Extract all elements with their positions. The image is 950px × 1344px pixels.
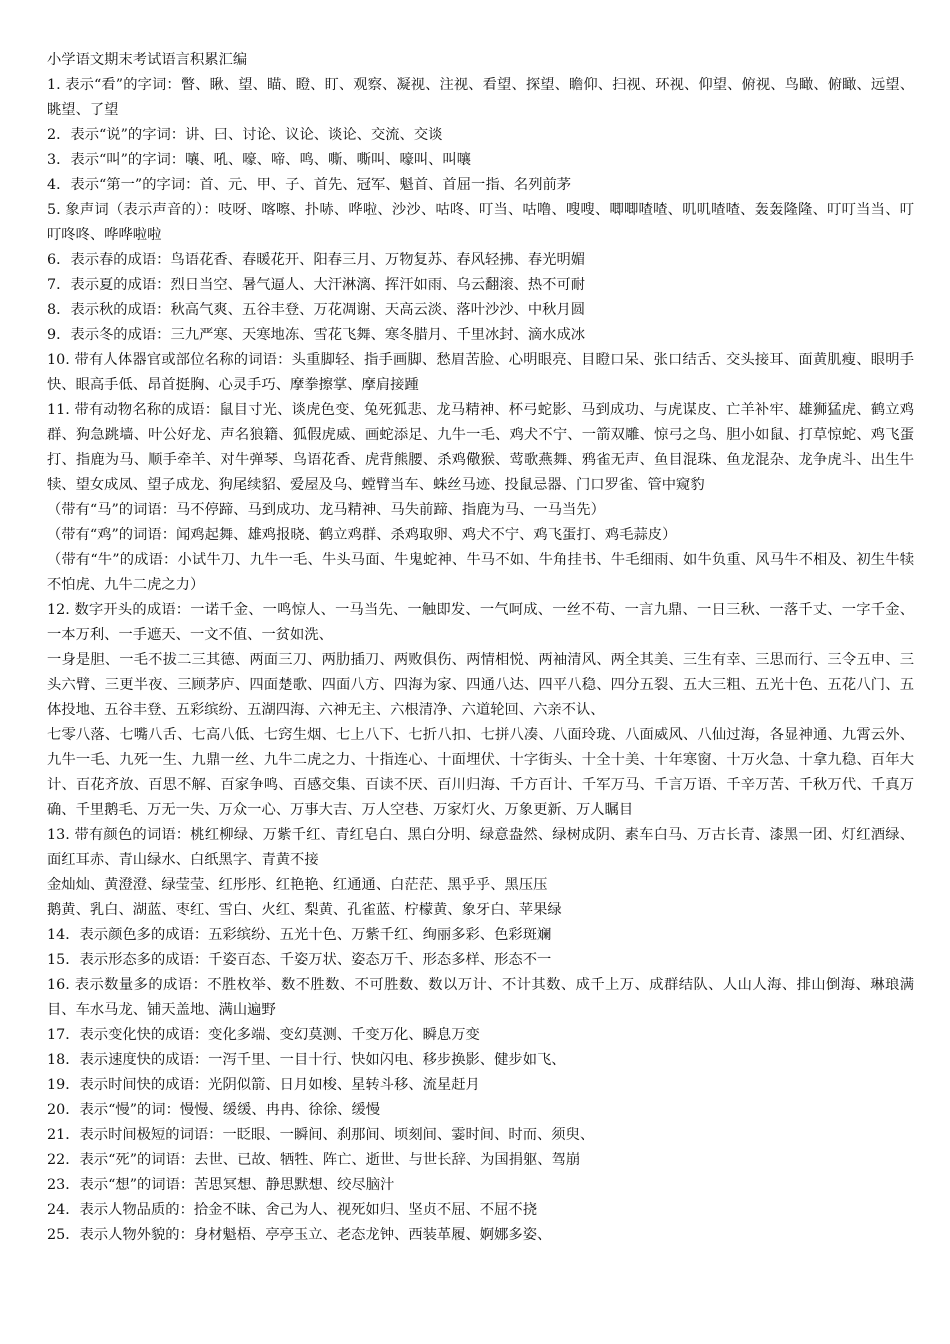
paragraph-7: 7．表示夏的成语：烈日当空、暑气逼人、大汗淋漓、挥汗如雨、乌云翻滚、热不可耐 [47, 277, 586, 293]
paragraph-3: 3．表示“叫”的字词：嚷、吼、嚎、啼、鸣、嘶、嘶叫、嚎叫、叫嚷 [47, 152, 472, 168]
paragraph-15: 15．表示形态多的成语：千姿百态、千姿万状、姿态万千、形态多样、形态不一 [47, 952, 552, 968]
paragraph-4: 4．表示“第一”的字词：首、元、甲、子、首先、冠军、魁首、首屈一指、名列前茅 [47, 177, 572, 193]
paragraph-24: 24．表示人物品质的：拾金不昧、舍己为人、视死如归、坚贞不屈、不屈不挠 [47, 1202, 537, 1218]
paragraph-2: 2．表示“说”的字词：讲、曰、讨论、议论、谈论、交流、交谈 [47, 127, 443, 143]
paragraph-11-horse: （带有“马”的词语：马不停蹄、马到成功、龙马精神、马失前蹄、指鹿为马、一马当先） [47, 502, 605, 518]
paragraph-9: 9．表示冬的成语：三九严寒、天寒地冻、雪花飞舞、寒冬腊月、千里冰封、滴水成冰 [47, 327, 586, 343]
paragraph-19: 19．表示时间快的成语：光阴似箭、日月如梭、星转斗移、流星赶月 [47, 1077, 480, 1093]
paragraph-14: 14．表示颜色多的成语：五彩缤纷、五光十色、万紫千红、绚丽多彩、色彩斑斓 [47, 927, 552, 943]
paragraph-13: 13. 带有颜色的词语：桃红柳绿、万紫千红、青红皂白、黑白分明、绿意盎然、绿树成阴、素车白马、万古长青、漆黑一团、灯红酒绿、面红耳赤、青山绿水、白纸黑字、青黄不接 [47, 827, 914, 868]
paragraph-20: 20．表示“慢”的词：慢慢、缓缓、冉冉、徐徐、缓慢 [47, 1102, 381, 1118]
paragraph-21: 21．表示时间极短的词语：一眨眼、一瞬间、刹那间、顷刻间、霎时间、时而、须臾、 [47, 1127, 595, 1143]
paragraph-12-cont-1: 一身是胆、一毛不拔二三其德、两面三刀、两肋插刀、两败俱伤、两情相悦、两袖清风、两全其美、三生有幸、三思而行、三令五申、三头六臂、三更半夜、三顾茅庐、四面楚歌、四面八方、四海为家、四通八达、四平八稳、四分五裂、五大三粗、五光十色、五花八门、五体投地、五谷丰登、五彩缤纷、五湖四海、六神无主、六根清净、六道轮回、六亲不认、 [47, 652, 914, 718]
paragraph-16: 16. 表示数量多的成语：不胜枚举、数不胜数、不可胜数、数以万计、不计其数、成千上万、成群结队、人山人海、排山倒海、琳琅满目、车水马龙、铺天盖地、满山遍野 [47, 977, 914, 1018]
paragraph-6: 6．表示春的成语：鸟语花香、春暖花开、阳春三月、万物复苏、春风轻拂、春光明媚 [47, 252, 586, 268]
paragraph-11-chicken: （带有“鸡”的词语：闻鸡起舞、雄鸡报晓、鹤立鸡群、杀鸡取卵、鸡犬不宁、鸡飞蛋打、鸡毛蒜皮） [47, 527, 677, 543]
paragraph-17: 17．表示变化快的成语：变化多端、变幻莫测、千变万化、瞬息万变 [47, 1027, 480, 1043]
paragraph-18: 18．表示速度快的成语：一泻千里、一目十行、快如闪电、移步换影、健步如飞、 [47, 1052, 566, 1068]
paragraph-11: 11. 带有动物名称的成语：鼠目寸光、谈虎色变、兔死狐悲、龙马精神、杯弓蛇影、马到成功、与虎谋皮、亡羊补牢、雄狮猛虎、鹤立鸡群、狗急跳墙、叶公好龙、声名狼籍、狐假虎威、画蛇添足、九牛一毛、鸡犬不宁、一箭双雕、惊弓之鸟、胆小如鼠、打草惊蛇、鸡飞蛋打、指鹿为马、顺手牵羊、对牛弹琴、鸟语花香、虎背熊腰、杀鸡儆猴、莺歌燕舞、鸦雀无声、鱼目混珠、鱼龙混杂、龙争虎斗、出生牛犊、望女成凤、望子成龙、狗尾续貂、爱屋及乌、螳臂当车、蛛丝马迹、投鼠忌器、门口罗雀、管中窥豹 [47, 402, 914, 493]
paragraph-8: 8．表示秋的成语：秋高气爽、五谷丰登、万花凋谢、天高云淡、落叶沙沙、中秋月圆 [47, 302, 586, 318]
paragraph-22: 22．表示“死”的词语：去世、已故、牺牲、阵亡、逝世、与世长辞、为国捐躯、驾崩 [47, 1152, 581, 1168]
paragraph-13-cont-1: 金灿灿、黄澄澄、绿莹莹、红彤彤、红艳艳、红通通、白茫茫、黑乎乎、黑压压 [47, 877, 548, 893]
paragraph-5: 5. 象声词（表示声音的）：吱呀、喀嚓、扑哧、哗啦、沙沙、咕咚、叮当、咕噜、嗖嗖、唧唧喳喳、叽叽喳喳、轰轰隆隆、叮叮当当、叮叮咚咚、哗哗啦啦 [47, 202, 914, 243]
paragraph-11-ox: （带有“牛”的成语：小试牛刀、九牛一毛、牛头马面、牛鬼蛇神、牛马不如、牛角挂书、牛毛细雨、如牛负重、风马牛不相及、初生牛犊不怕虎、九牛二虎之力） [47, 552, 914, 593]
paragraph-13-cont-2: 鹅黄、乳白、湖蓝、枣红、雪白、火红、梨黄、孔雀蓝、柠檬黄、象牙白、苹果绿 [47, 902, 562, 918]
paragraph-12-cont-2: 七零八落、七嘴八舌、七高八低、七窍生烟、七上八下、七折八扣、七拼八凑、八面玲珑、八面威风、八仙过海，各显神通、九霄云外、九牛一毛、九死一生、九鼎一丝、九牛二虎之力、十指连心、十面埋伏、十字街头、十全十美、十年寒窗、十万火急、十拿九稳、百年大计、百花齐放、百思不解、百家争鸣、百感交集、百读不厌、百川归海、千方百计、千军万马、千言万语、千辛万苦、千秋万代、千真万确、千里鹅毛、万无一失、万众一心、万事大吉、万人空巷、万家灯火、万象更新、万人瞩目 [47, 727, 914, 818]
paragraph-1: 1. 表示“看”的字词：瞥、瞅、望、瞄、瞪、盯、观察、凝视、注视、看望、探望、瞻仰、扫视、环视、仰望、俯视、鸟瞰、俯瞰、远望、眺望、了望 [47, 77, 914, 118]
document-title: 小学语文期末考试语言积累汇编 [47, 52, 248, 68]
paragraph-12: 12. 数字开头的成语：一诺千金、一鸣惊人、一马当先、一触即发、一气呵成、一丝不苟、一言九鼎、一日三秋、一落千丈、一字千金、一本万利、一手遮天、一文不值、一贫如洗、 [47, 602, 914, 643]
paragraph-10: 10. 带有人体器官或部位名称的词语：头重脚轻、指手画脚、愁眉苦脸、心明眼亮、目瞪口呆、张口结舌、交头接耳、面黄肌瘦、眼明手快、眼高手低、昂首挺胸、心灵手巧、摩拳擦掌、摩肩接踵 [47, 352, 914, 393]
paragraph-23: 23．表示“想”的词语：苦思冥想、静思默想、绞尽脑汁 [47, 1177, 395, 1193]
paragraph-25: 25．表示人物外貌的：身材魁梧、亭亭玉立、老态龙钟、西装革履、婀娜多姿、 [47, 1227, 552, 1243]
